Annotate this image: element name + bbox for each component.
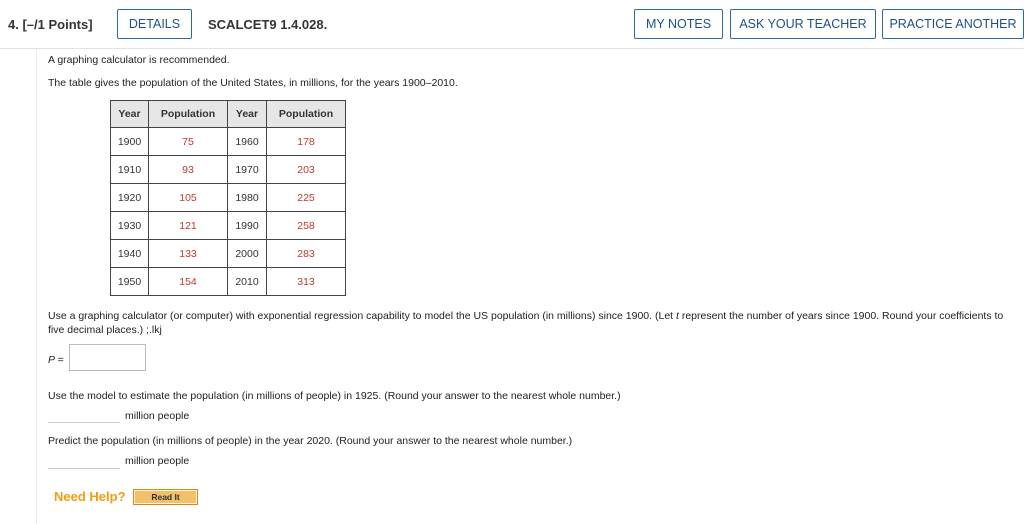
left-divider [36,49,37,524]
year-cell: 2000 [228,240,267,268]
year-cell: 1980 [228,184,267,212]
population-cell: 154 [149,268,228,296]
population-cell: 225 [267,184,346,212]
p-answer-input[interactable] [69,344,146,371]
year-cell: 1960 [228,128,267,156]
year-cell: 1940 [111,240,149,268]
year-cell: 1990 [228,212,267,240]
read-it-button[interactable]: Read It [133,489,198,505]
variable-t: t [676,310,679,322]
year-cell: 1910 [111,156,149,184]
population-cell: 75 [149,128,228,156]
population-cell: 203 [267,156,346,184]
year-cell: 1920 [111,184,149,212]
need-help-label: Need Help? [54,489,126,504]
p-label: P = [48,354,64,366]
practice-another-button[interactable]: PRACTICE ANOTHER [882,9,1024,39]
table-intro: The table gives the population of the United States, in millions, for the years 1900–2010. [48,77,458,89]
population-cell: 93 [149,156,228,184]
population-cell: 121 [149,212,228,240]
predict-prompt: Predict the population (in millions of people) in the year 2020. (Round your answer to the nearest whole number.) [48,435,573,447]
table-row [111,156,346,184]
question-header [0,0,1024,49]
regression-instruction [48,309,1008,337]
table-row [111,240,346,268]
million-people-label-2: million people [125,455,190,467]
problem-code: SCALCET9 1.4.028. [208,17,328,32]
table-row [111,184,346,212]
header-year-1: Year [111,101,149,128]
my-notes-button[interactable]: MY NOTES [634,9,723,39]
table-row [111,128,346,156]
population-cell: 313 [267,268,346,296]
year-cell: 1970 [228,156,267,184]
population-cell: 283 [267,240,346,268]
header-population-1: Population [149,101,228,128]
population-cell: 105 [149,184,228,212]
year-cell: 1930 [111,212,149,240]
table-header-row [111,101,346,128]
estimate-1925-input[interactable] [48,408,120,423]
million-people-label-1: million people [125,410,190,422]
details-button[interactable]: DETAILS [117,9,192,39]
population-cell: 258 [267,212,346,240]
year-cell: 1950 [111,268,149,296]
calculator-note: A graphing calculator is recommended. [48,54,230,66]
question-number: 4. [–/1 Points] [8,17,93,32]
population-table [110,100,346,296]
year-cell: 1900 [111,128,149,156]
estimate-prompt: Use the model to estimate the population (in millions of people) in 1925. (Round your answer to the nearest whole number.) [48,390,621,402]
header-year-2: Year [228,101,267,128]
header-population-2: Population [267,101,346,128]
year-cell: 2010 [228,268,267,296]
table-row [111,268,346,296]
predict-2020-input[interactable] [48,454,120,469]
table-row [111,212,346,240]
population-cell: 178 [267,128,346,156]
ask-your-teacher-button[interactable]: ASK YOUR TEACHER [730,9,876,39]
instruction-text-1: Use a graphing calculator (or computer) with exponential regression capability to model the US population (in millions) since 1900. (Let [48,310,676,322]
population-cell: 133 [149,240,228,268]
instruction-text-2: represent the number of years since 1900. Round your coefficients to five decimal places.) ;.lkj [48,310,1004,336]
